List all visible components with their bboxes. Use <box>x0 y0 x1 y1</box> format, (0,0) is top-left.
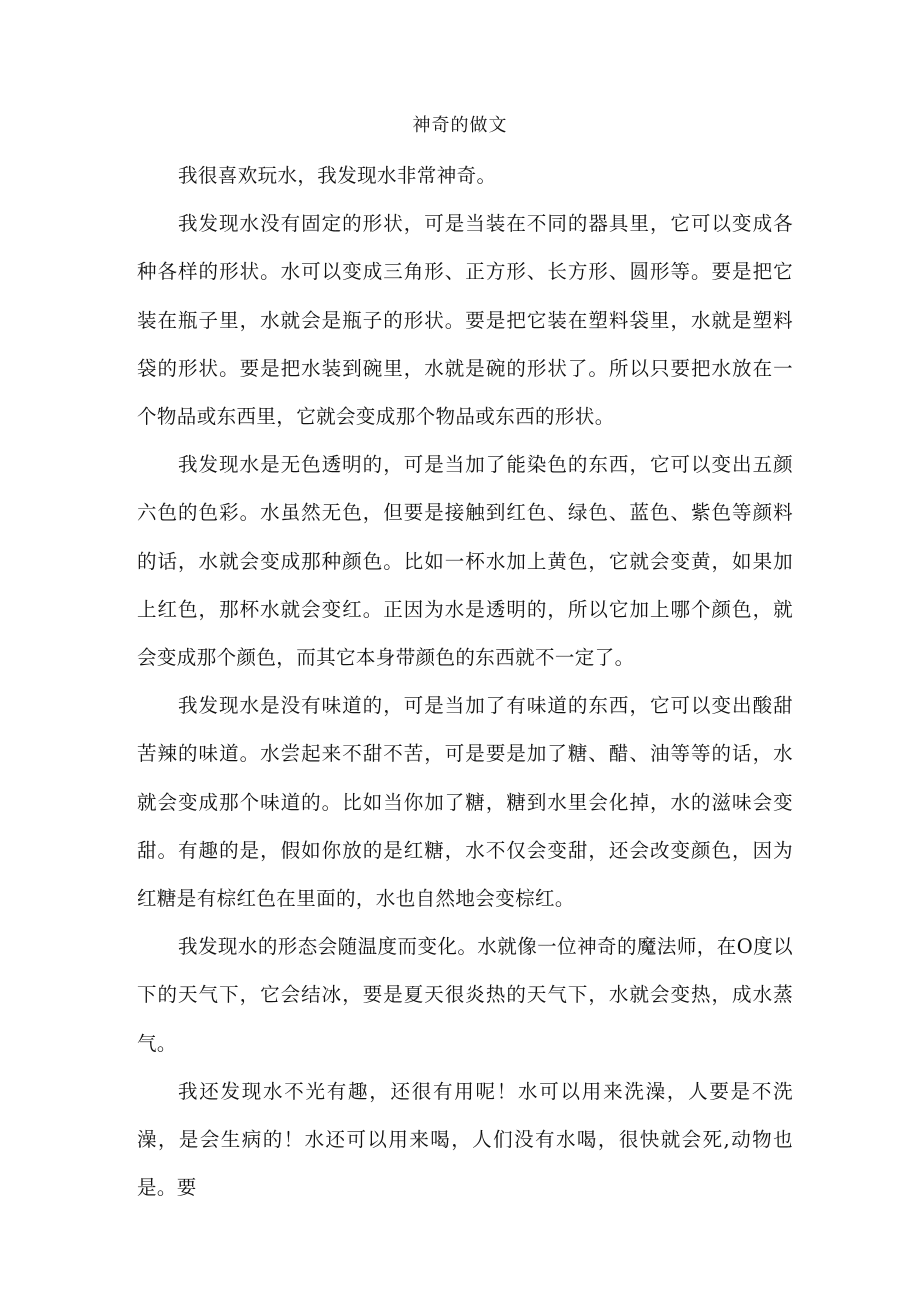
document-body <box>137 152 793 1212</box>
document-title: 神奇的做文 <box>412 115 508 136</box>
paragraph-6: 我还发现水不光有趣，还很有用呢！水可以用来洗澡，人要是不洗澡，是会生病的！水还可以用来喝，人们没有水喝，很快就会死,动物也是。要 <box>137 1079 793 1200</box>
paragraph-2: 我发现水没有固定的形状，可是当装在不同的器具里，它可以变成各种各样的形状。水可以变成三角形、正方形、长方形、圆形等。要是把它装在瓶子里，水就会是瓶子的形状。要是把它装在塑料袋里，水就是塑料袋的形状。要是把水装到碗里，水就是碗的形状了。所以只要把水放在一个物品或东西里，它就会变成那个物品或东西的形状。 <box>137 212 793 429</box>
paragraph-4: 我发现水是没有味道的，可是当加了有味道的东西，它可以变出酸甜苦辣的味道。水尝起来不甜不苦，可是要是加了糖、醋、油等等的话，水就会变成那个味道的。比如当你加了糖，糖到水里会化掉，水的滋味会变甜。有趣的是，假如你放的是红糖，水不仅会变甜，还会改变颜色，因为红糖是有棕红色在里面的，水也自然地会变棕红。 <box>137 694 793 911</box>
paragraph-5: 我发现水的形态会随温度而变化。水就像一位神奇的魔法师，在O度以下的天气下，它会结冰，要是夏天很炎热的天气下，水就会变热，成水蒸气。 <box>137 935 793 1055</box>
paragraph-3: 我发现水是无色透明的，可是当加了能染色的东西，它可以变出五颜六色的色彩。水虽然无色，但要是接触到红色、绿色、蓝色、紫色等颜料的话，水就会变成那种颜色。比如一杯水加上黄色，它就会变黄，如果加上红色，那杯水就会变红。正因为水是透明的，所以它加上哪个颜色，就会变成那个颜色，而其它本身带颜色的东西就不一定了。 <box>137 453 793 670</box>
paragraph-1: 我很喜欢玩水，我发现水非常神奇。 <box>178 164 497 187</box>
